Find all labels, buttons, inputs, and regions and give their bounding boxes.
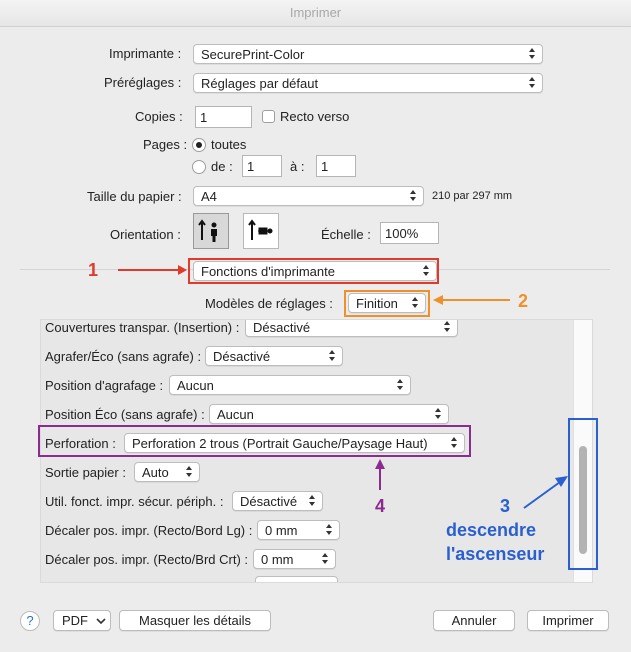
chevron-updown-icon xyxy=(321,553,330,566)
chevron-updown-icon xyxy=(325,524,334,537)
chevron-down-icon xyxy=(96,617,106,625)
printer-label: Imprimante : xyxy=(109,46,182,61)
chevron-updown-icon xyxy=(409,190,418,203)
paper-dimensions: 210 par 297 mm xyxy=(432,190,513,202)
option-label-eco-position: Position Éco (sans agrafe) : xyxy=(45,407,205,422)
presets-label: Préréglages : xyxy=(104,75,182,90)
cancel-button[interactable]: Annuler xyxy=(433,610,515,631)
annotation-arrow-1 xyxy=(116,263,188,277)
presets-select[interactable] xyxy=(193,73,543,93)
option-label-output: Sortie papier : xyxy=(45,465,126,480)
option-value-perforation: Perforation 2 trous (Portrait Gauche/Paysage Haut) xyxy=(132,436,428,451)
models-select[interactable] xyxy=(348,293,426,313)
chevron-updown-icon xyxy=(528,77,537,90)
option-label-transparency: Couvertures transpar. (Insertion) : xyxy=(45,320,240,335)
pages-all-radio[interactable] xyxy=(192,138,206,152)
orientation-portrait-button[interactable] xyxy=(193,213,229,249)
option-select-eco-position[interactable] xyxy=(209,404,449,424)
option-select-shift-short-edge[interactable] xyxy=(253,549,336,569)
paper-select[interactable] xyxy=(193,186,424,206)
pages-all-label: toutes xyxy=(211,137,247,152)
portrait-orientation-icon xyxy=(194,214,228,248)
copies-input[interactable] xyxy=(195,106,252,128)
chevron-updown-icon xyxy=(308,495,317,508)
annotation-box-4 xyxy=(38,425,471,457)
option-value-staple-position: Aucun xyxy=(177,378,214,393)
scale-input[interactable] xyxy=(380,222,439,244)
option-select-output[interactable] xyxy=(134,462,200,482)
annotation-arrow-3 xyxy=(522,474,572,510)
annotation-number-2: 2 xyxy=(518,291,529,311)
annotation-text-3-line1: descendre xyxy=(446,520,537,540)
section-select[interactable] xyxy=(193,261,437,281)
print-button[interactable]: Imprimer xyxy=(527,610,609,631)
landscape-orientation-icon xyxy=(244,214,278,248)
chevron-updown-icon xyxy=(443,321,452,334)
option-select-cut-off[interactable] xyxy=(255,576,338,583)
pdf-button-label: PDF xyxy=(62,613,88,628)
option-label-perforation: Perforation : xyxy=(45,436,116,451)
pages-label: Pages : xyxy=(143,137,188,152)
option-select-staple-position[interactable] xyxy=(169,375,411,395)
option-value-transparency: Désactivé xyxy=(253,320,311,335)
chevron-updown-icon xyxy=(396,379,405,392)
pages-from-label: de : xyxy=(211,159,233,174)
option-value-secure-print: Désactivé xyxy=(240,494,298,509)
option-value-shift-long-edge: 0 mm xyxy=(265,523,298,538)
section-select-value: Fonctions d'imprimante xyxy=(201,264,335,279)
pdf-menu-button[interactable] xyxy=(53,610,111,631)
option-select-staple[interactable] xyxy=(205,346,343,366)
annotation-arrow-2 xyxy=(432,293,512,307)
pages-to-input[interactable] xyxy=(316,155,356,177)
option-select-shift-long-edge[interactable] xyxy=(257,520,340,540)
annotation-number-1: 1 xyxy=(88,260,99,280)
duplex-checkbox[interactable] xyxy=(262,110,275,123)
option-value-staple: Désactivé xyxy=(213,349,271,364)
orientation-label: Orientation : xyxy=(110,227,181,242)
hide-details-button[interactable]: Masquer les détails xyxy=(119,610,271,631)
help-button[interactable]: ? xyxy=(20,611,40,631)
window-title: Imprimer xyxy=(0,0,631,27)
printer-select[interactable] xyxy=(193,44,543,64)
pages-to-label: à : xyxy=(290,159,305,174)
annotation-box-3 xyxy=(568,418,598,570)
option-value-output: Auto xyxy=(142,465,169,480)
option-select-secure-print[interactable] xyxy=(232,491,323,511)
annotation-text-3-line2: l'ascenseur xyxy=(446,544,545,564)
option-label-secure-print: Util. fonct. impr. sécur. périph. : xyxy=(45,494,224,509)
chevron-updown-icon xyxy=(185,466,194,479)
annotation-arrow-4 xyxy=(372,458,388,492)
pages-range-radio[interactable] xyxy=(192,160,206,174)
printer-select-value: SecurePrint-Color xyxy=(201,47,305,62)
option-label-shift-long-edge: Décaler pos. impr. (Recto/Bord Lg) : xyxy=(45,523,253,538)
option-label-staple: Agrafer/Éco (sans agrafe) : xyxy=(45,349,202,364)
chevron-updown-icon xyxy=(328,350,337,363)
orientation-landscape-button[interactable] xyxy=(243,213,279,249)
presets-select-value: Réglages par défaut xyxy=(201,76,319,91)
option-value-eco-position: Aucun xyxy=(217,407,254,422)
annotation-number-4: 4 xyxy=(375,496,386,516)
chevron-updown-icon xyxy=(411,297,420,310)
paper-select-value: A4 xyxy=(201,189,217,204)
scale-label: Échelle : xyxy=(321,227,371,242)
chevron-updown-icon xyxy=(422,265,431,278)
option-label-staple-position: Position d'agrafage : xyxy=(45,378,164,393)
option-value-shift-short-edge: 0 mm xyxy=(261,552,294,567)
chevron-updown-icon xyxy=(434,408,443,421)
duplex-label: Recto verso xyxy=(280,109,350,124)
paper-label: Taille du papier : xyxy=(87,189,182,204)
models-label: Modèles de réglages : xyxy=(205,296,333,311)
copies-label: Copies : xyxy=(135,109,183,124)
option-label-shift-short-edge: Décaler pos. impr. (Recto/Brd Crt) : xyxy=(45,552,248,567)
annotation-number-3: 3 xyxy=(500,496,511,516)
pages-from-input[interactable] xyxy=(242,155,282,177)
chevron-updown-icon xyxy=(528,48,537,61)
option-select-transparency[interactable] xyxy=(245,319,458,337)
models-select-value: Finition xyxy=(356,296,398,311)
